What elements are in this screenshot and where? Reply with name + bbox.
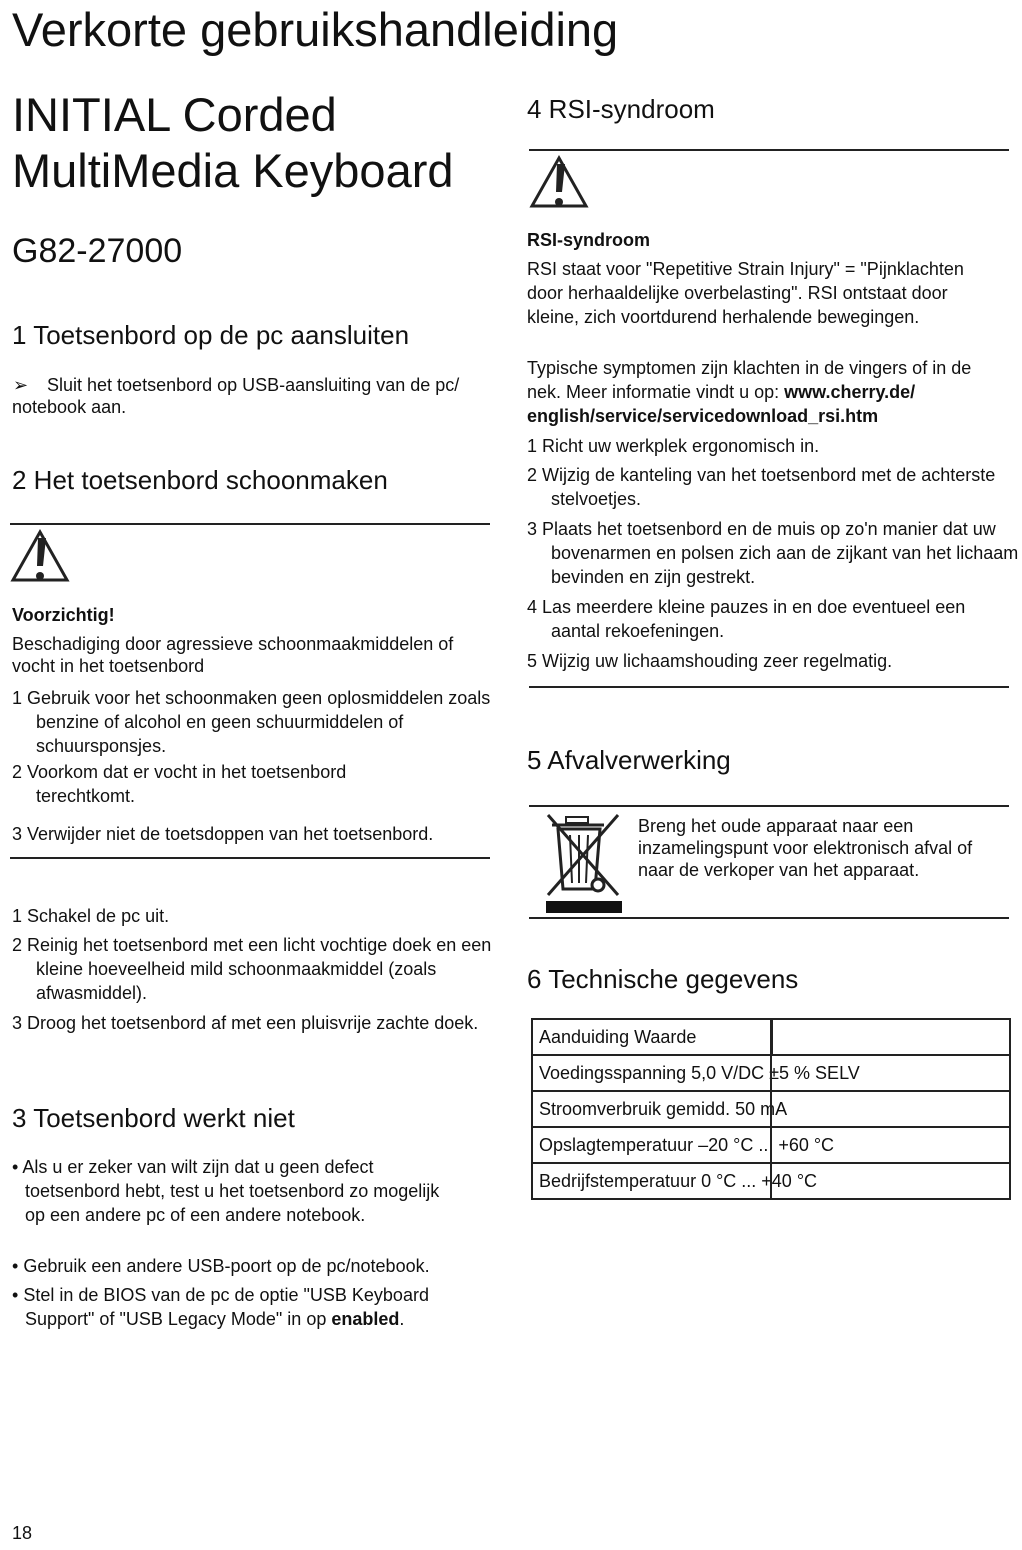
cleaning-step: 3 Droog het toetsenbord af met een pluisvrije zachte doek. [12, 1013, 479, 1033]
arrow-bullet-icon: ➢ [13, 375, 29, 395]
warning-triangle-icon [10, 528, 70, 586]
enabled-term: enabled [331, 1309, 400, 1329]
rsi-tip: 3 Plaats het toetsenbord en de muis op zo'n manier dat uw bovenarmen en polsen zich aan de zijkant van het lichaam bevinden en zijn gestrekt. [527, 519, 1019, 587]
section-6-heading: 6 Technische gegevens [527, 964, 799, 994]
section-2-heading: 2 Het toetsenbord schoonmaken [12, 465, 388, 495]
product-name-line1: INITIAL Corded [12, 88, 337, 141]
rsi-tip: 5 Wijzig uw lichaamshouding zeer regelmatig. [527, 651, 893, 671]
warning-text: Beschadiging door agressieve schoonmaakmiddelen of vocht in het toetsenbord [12, 634, 454, 676]
divider [529, 805, 1009, 807]
column-divider [770, 1018, 772, 1198]
crossed-out-bin-icon [542, 811, 626, 920]
table-cell: Opslagtemperatuur –20 °C ... +60 °C [532, 1127, 1010, 1163]
disposal-text: Breng het oude apparaat naar een inzamelingspunt voor elektronisch afval of naar de verkoper van het apparaat. [638, 816, 973, 880]
warning-item: 3 Verwijder niet de toetsdoppen van het toetsenbord. [12, 824, 434, 844]
rsi-symptoms: Typische symptomen zijn klachten in de vingers of in de nek. Meer informatie vindt u op: www.cherry.de/ english/service/servicedownload_rsi.htm [527, 358, 972, 426]
page-number: 18 [12, 1523, 33, 1543]
product-name-line2: MultiMedia Keyboard [12, 144, 454, 197]
rsi-tip: 1 Richt uw werkplek ergonomisch in. [527, 436, 820, 456]
table-cell: Stroomverbruik gemidd. 50 mA [532, 1091, 1010, 1127]
bullet: • [12, 1285, 19, 1305]
model-number: G82-27000 [12, 232, 183, 270]
section-1-text: Sluit het toetsenbord op USB-aansluiting van de pc/ notebook aan. [12, 375, 460, 417]
warning-item: 1 Gebruik voor het schoonmaken geen oplosmiddelen zoals benzine of alcohol en geen schuurmiddelen of schuursponsjes. [12, 688, 491, 756]
divider [10, 523, 490, 525]
section-4-heading: 4 RSI-syndroom [527, 94, 715, 124]
tech-specs-table [531, 1018, 1011, 1200]
rsi-box-title: RSI-syndroom [527, 230, 651, 250]
troubleshoot-item: • Stel in de BIOS van de pc de optie "USB Keyboard Support" of "USB Legacy Mode" in op enabled. [12, 1285, 429, 1329]
table-cell: Voedingsspanning 5,0 V/DC ±5 % SELV [532, 1055, 1010, 1091]
section-3-heading: 3 Toetsenbord werkt niet [12, 1103, 295, 1133]
divider [529, 917, 1009, 919]
table-cell [772, 1019, 1010, 1055]
rsi-tip: 2 Wijzig de kanteling van het toetsenbord met de achterste stelvoetjes. [527, 465, 996, 509]
rsi-definition: RSI staat voor "Repetitive Strain Injury" = "Pijnklachten door herhaaldelijke overbelasting". RSI ontstaat door kleine, zich voortdurend herhalende bewegingen. [527, 259, 964, 327]
divider [10, 857, 490, 859]
cleaning-step: 1 Schakel de pc uit. [12, 906, 170, 926]
document-title: Verkorte gebruikshandleiding [12, 3, 619, 56]
troubleshoot-item: • Gebruik een andere USB-poort op de pc/notebook. [12, 1256, 430, 1276]
warning-triangle-icon [529, 154, 589, 212]
table-cell: Aanduiding Waarde [532, 1019, 772, 1055]
rsi-link[interactable]: www.cherry.de/ english/service/servicedownload_rsi.htm [527, 382, 916, 426]
troubleshoot-item: • Als u er zeker van wilt zijn dat u geen defect toetsenbord hebt, test u het toetsenbord zo mogelijk op een andere pc of een andere notebook. [12, 1157, 440, 1225]
table-cell: Bedrijfstemperatuur 0 °C ... +40 °C [532, 1163, 1010, 1199]
warning-title: Voorzichtig! [12, 605, 115, 625]
divider [529, 149, 1009, 151]
product-name [12, 87, 454, 199]
section-1-heading: 1 Toetsenbord op de pc aansluiten [12, 320, 410, 350]
rsi-tip: 4 Las meerdere kleine pauzes in en doe eventueel een aantal rekoefeningen. [527, 597, 966, 641]
bullet: • [12, 1157, 19, 1177]
section-1-instruction [12, 374, 512, 418]
cleaning-step: 2 Reinig het toetsenbord met een licht vochtige doek en een kleine hoeveelheid mild schoonmaakmiddel (zoals afwasmiddel). [12, 935, 492, 1003]
bullet: • [12, 1256, 19, 1276]
divider [529, 686, 1009, 688]
section-5-heading: 5 Afvalverwerking [527, 745, 731, 775]
warning-item: 2 Voorkom dat er vocht in het toetsenbord terechtkomt. [12, 762, 347, 806]
